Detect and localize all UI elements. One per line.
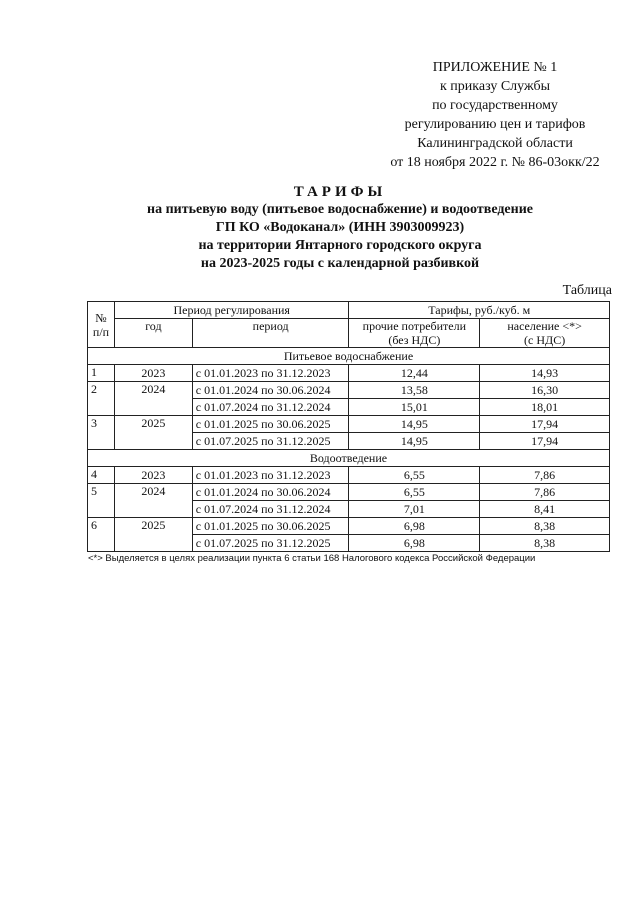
appendix-line: по государственному xyxy=(432,98,558,113)
row-others: 14,95 xyxy=(349,433,480,450)
header-period: период xyxy=(192,319,349,348)
row-others: 6,55 xyxy=(349,467,480,484)
row-year: 2023 xyxy=(114,467,192,484)
appendix-block xyxy=(360,58,630,172)
row-period: с 01.01.2024 по 30.06.2024 xyxy=(192,382,349,399)
header-others-line2: (без НДС) xyxy=(388,333,441,347)
row-num: 5 xyxy=(88,484,115,518)
table-row xyxy=(88,518,610,535)
table-row xyxy=(88,467,610,484)
row-num: 3 xyxy=(88,416,115,450)
row-period: с 01.07.2024 по 31.12.2024 xyxy=(192,501,349,518)
appendix-line: Калининградской области xyxy=(417,136,573,151)
row-period: с 01.01.2025 по 30.06.2025 xyxy=(192,518,349,535)
header-population-line1: население <*> xyxy=(507,319,582,333)
row-year: 2024 xyxy=(114,382,192,416)
row-others: 13,58 xyxy=(349,382,480,399)
header-num: № п/п xyxy=(88,302,115,348)
table-row xyxy=(88,365,610,382)
row-period: с 01.07.2025 по 31.12.2025 xyxy=(192,433,349,450)
row-others: 15,01 xyxy=(349,399,480,416)
appendix-line: регулированию цен и тарифов xyxy=(404,117,586,132)
table-row xyxy=(88,484,610,501)
row-population: 7,86 xyxy=(480,467,610,484)
table-row xyxy=(88,416,610,433)
row-others: 6,55 xyxy=(349,484,480,501)
row-population: 17,94 xyxy=(480,433,610,450)
header-others xyxy=(349,319,480,348)
table-row xyxy=(88,382,610,399)
row-num: 2 xyxy=(88,382,115,416)
header-population xyxy=(480,319,610,348)
header-others-line1: прочие потребители xyxy=(362,319,467,333)
header-year: год xyxy=(114,319,192,348)
row-population: 8,38 xyxy=(480,518,610,535)
header-period-group: Период регулирования xyxy=(114,302,348,319)
document-title xyxy=(80,183,600,273)
title-line: на 2023-2025 годы с календарной разбивкой xyxy=(200,256,480,271)
row-year: 2025 xyxy=(114,518,192,552)
title-line: на питьевую воду (питьевое водоснабжение) и водоотведение xyxy=(147,202,533,217)
table-caption: Таблица xyxy=(562,283,612,298)
row-year: 2024 xyxy=(114,484,192,518)
appendix-line: ПРИЛОЖЕНИЕ № 1 xyxy=(432,60,558,75)
row-num: 1 xyxy=(88,365,115,382)
row-num: 6 xyxy=(88,518,115,552)
row-others: 6,98 xyxy=(349,535,480,552)
row-others: 12,44 xyxy=(349,365,480,382)
footnote: <*> Выделяется в целях реализации пункта 6 статьи 168 Налогового кодекса Российской Федерации xyxy=(88,553,536,564)
appendix-line: от 18 ноября 2022 г. № 86-03окк/22 xyxy=(390,155,600,170)
appendix-line: к приказу Службы xyxy=(440,79,550,94)
section-title: Водоотведение xyxy=(88,450,610,467)
row-population: 7,86 xyxy=(480,484,610,501)
header-population-line2: (с НДС) xyxy=(524,333,566,347)
row-others: 7,01 xyxy=(349,501,480,518)
row-others: 14,95 xyxy=(349,416,480,433)
title-line: на территории Янтарного городского округа xyxy=(198,238,482,253)
title-main: ТАРИФЫ xyxy=(293,184,387,200)
row-population: 16,30 xyxy=(480,382,610,399)
row-period: с 01.07.2024 по 31.12.2024 xyxy=(192,399,349,416)
row-period: с 01.01.2025 по 30.06.2025 xyxy=(192,416,349,433)
section-title: Питьевое водоснабжение xyxy=(88,348,610,365)
row-population: 17,94 xyxy=(480,416,610,433)
row-num: 4 xyxy=(88,467,115,484)
row-year: 2025 xyxy=(114,416,192,450)
row-period: с 01.01.2023 по 31.12.2023 xyxy=(192,467,349,484)
row-period: с 01.01.2024 по 30.06.2024 xyxy=(192,484,349,501)
row-population: 8,38 xyxy=(480,535,610,552)
header-tariffs-group: Тарифы, руб./куб. м xyxy=(349,302,610,319)
row-period: с 01.07.2025 по 31.12.2025 xyxy=(192,535,349,552)
row-period: с 01.01.2023 по 31.12.2023 xyxy=(192,365,349,382)
footnote-divider xyxy=(88,551,231,552)
row-population: 8,41 xyxy=(480,501,610,518)
tariffs-table xyxy=(87,301,610,552)
title-line: ГП КО «Водоканал» (ИНН 3903009923) xyxy=(215,220,465,235)
row-population: 14,93 xyxy=(480,365,610,382)
row-population: 18,01 xyxy=(480,399,610,416)
row-year: 2023 xyxy=(114,365,192,382)
row-others: 6,98 xyxy=(349,518,480,535)
